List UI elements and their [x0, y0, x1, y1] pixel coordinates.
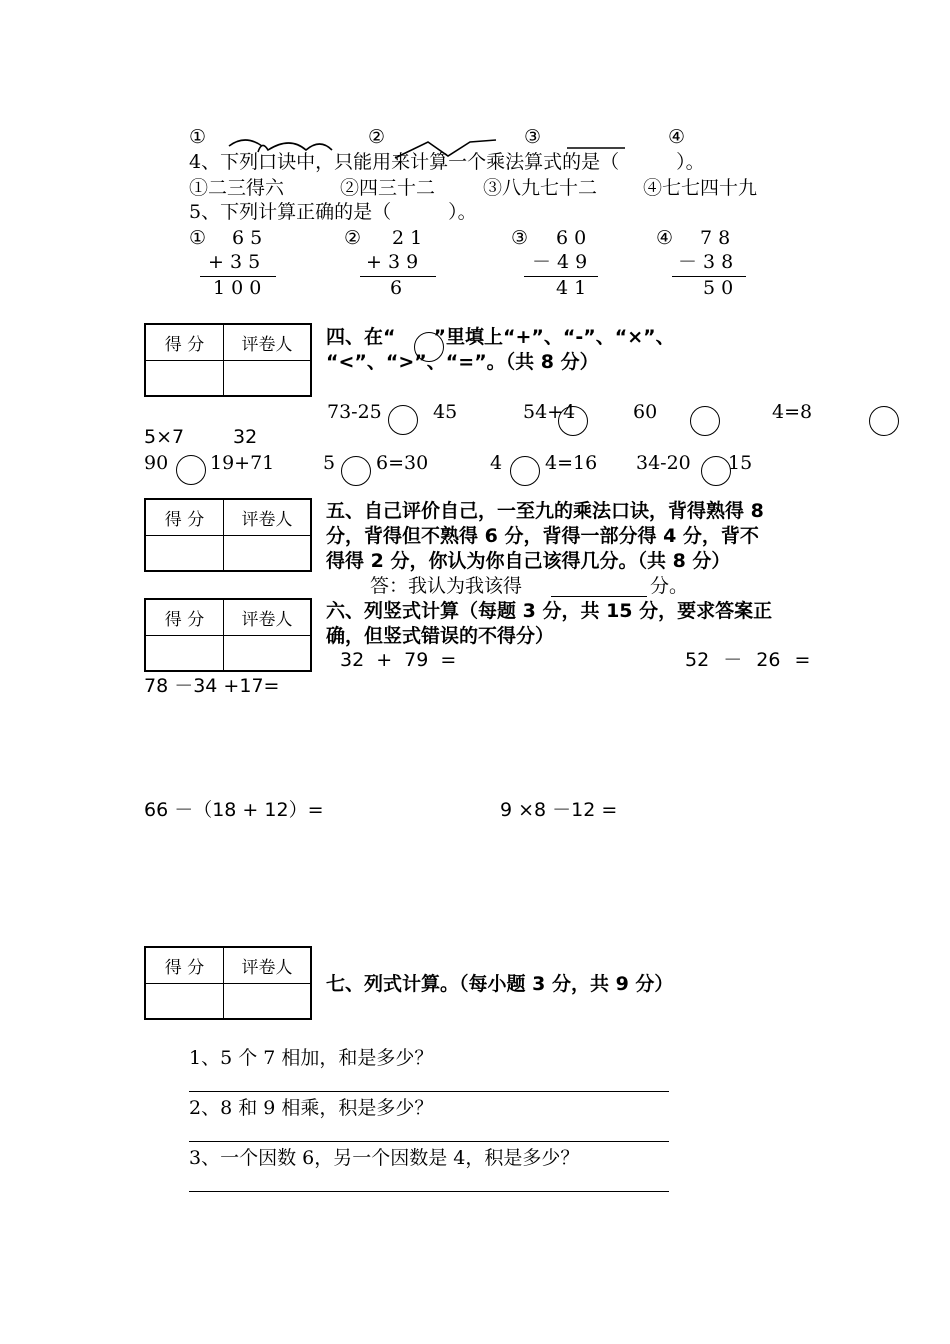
s4-expr-3e: 4	[490, 452, 503, 474]
q5-calc2-mark: ②	[344, 227, 362, 249]
q5-calc1-bottom: + 3 5	[208, 251, 261, 273]
score-cell[interactable]	[146, 984, 224, 1018]
grader-label: 评卷人	[224, 500, 310, 536]
s4-answer-circle-6[interactable]	[341, 456, 371, 486]
score-cell[interactable]	[146, 361, 224, 395]
score-cell[interactable]	[146, 636, 224, 670]
score-box-s6	[144, 598, 312, 672]
q5-calc2-top: 2 1	[392, 227, 423, 249]
score-label: 得 分	[146, 325, 224, 361]
s4-expr-3b: 19+71	[210, 452, 275, 474]
s7-question-3: 3、一个因数 6，另一个因数是 4，积是多少？	[189, 1147, 580, 1169]
q5-calc1-result: 1 0 0	[213, 277, 262, 299]
q5-calc3-result: 4 1	[556, 277, 587, 299]
q5-calc4-top: 7 8	[700, 227, 731, 249]
s7-answer-line-3[interactable]	[189, 1191, 669, 1192]
s7-answer-line-1[interactable]	[189, 1091, 669, 1092]
grader-label: 评卷人	[224, 948, 310, 984]
q5-calc3-mark: ③	[511, 227, 529, 249]
s4-expr-2a: 5×7	[144, 426, 185, 448]
s4-expr-3h: 15	[728, 452, 753, 474]
s4-expr-1c: 54+4	[523, 401, 576, 423]
s4-example-circle	[414, 332, 444, 362]
s4-answer-circle-8[interactable]	[701, 456, 731, 486]
score-box-s4	[144, 323, 312, 397]
s6-expr-1: 32 + 79 =	[340, 649, 457, 671]
s4-expr-3d: 6=30	[376, 452, 429, 474]
q5-calc4-result: 5 0	[703, 277, 734, 299]
score-cell[interactable]	[146, 536, 224, 570]
s4-expr-1b: 45	[433, 401, 458, 423]
q5-calc2-result: 6	[390, 277, 403, 299]
s4-answer-circle-7[interactable]	[510, 456, 540, 486]
s5-line2: 分，背得但不熟得 6 分，背得一部分得 4 分，背不	[326, 525, 759, 547]
s4-answer-circle-5[interactable]	[176, 455, 206, 485]
s4-expr-1d: 60	[633, 401, 658, 423]
s7-question-2: 2、8 和 9 相乘，积是多少？	[189, 1097, 434, 1119]
grader-cell[interactable]	[224, 361, 310, 395]
s6-expr-2: 52 － 26 =	[685, 649, 811, 671]
s4-expr-3a: 90	[144, 452, 169, 474]
s4-heading-line1: 四、在“ ”里填上“+”、“-”、“×”、	[326, 326, 675, 348]
s4-expr-3c: 5	[323, 452, 336, 474]
s6-expr-4: 66 －（18 + 12）=	[144, 799, 324, 821]
s4-expr-3g: 34-20	[636, 452, 691, 474]
s5-line1: 五、自己评价自己，一至九的乘法口诀，背得熟得 8	[326, 500, 764, 522]
score-label: 得 分	[146, 600, 224, 636]
s4-heading-line2: “<”、“>”、“=”。（共 8 分）	[326, 351, 599, 373]
q5-calc1-mark: ①	[189, 227, 207, 249]
q4-option-1: ①二三得六	[189, 177, 285, 199]
s4-expr-1a: 73-25	[327, 401, 382, 423]
q5-calc3-top: 6 0	[556, 227, 587, 249]
grader-label: 评卷人	[224, 325, 310, 361]
q5-stem: 5、下列计算正确的是（ ）。	[189, 201, 477, 223]
score-box-s7	[144, 946, 312, 1020]
q4-option-4: ④七七四十九	[643, 177, 758, 199]
s4-expr-1e: 4=8	[772, 401, 813, 423]
s4-answer-circle-2[interactable]	[558, 406, 588, 436]
s4-expr-3f: 4=16	[545, 452, 598, 474]
s4-answer-circle-4[interactable]	[869, 406, 899, 436]
q5-calc3-bottom: － 4 9	[532, 251, 588, 273]
q4-stem: 4、下列口诀中，只能用来计算一个乘法算式的是（ ）。	[189, 151, 705, 173]
q3-option-4: ④	[668, 126, 686, 148]
q5-calc4-bottom: － 3 8	[678, 251, 734, 273]
q4-option-2: ②四三十二	[340, 177, 436, 199]
grader-cell[interactable]	[224, 984, 310, 1018]
grader-label: 评卷人	[224, 600, 310, 636]
s7-question-1: 1、5 个 7 相加，和是多少？	[189, 1047, 434, 1069]
grader-cell[interactable]	[224, 636, 310, 670]
q3-option-3: ③	[524, 126, 542, 148]
s5-answer-suffix: 分。	[650, 575, 689, 597]
score-box-s5	[144, 498, 312, 572]
q3-option-1: ①	[189, 126, 207, 148]
q5-calc4-mark: ④	[656, 227, 674, 249]
score-label: 得 分	[146, 948, 224, 984]
s4-answer-circle-3[interactable]	[690, 406, 720, 436]
q5-calc2-bottom: + 3 9	[366, 251, 419, 273]
s7-answer-line-2[interactable]	[189, 1141, 669, 1142]
s6-expr-5: 9 ×8 －12 =	[500, 799, 618, 821]
q4-option-3: ③八九七十二	[483, 177, 598, 199]
s7-heading: 七、列式计算。（每小题 3 分，共 9 分）	[326, 973, 674, 995]
s4-expr-2b: 32	[233, 426, 258, 448]
s6-line2: 确，但竖式错误的不得分）	[326, 625, 555, 647]
q5-calc1-top: 6 5	[232, 227, 263, 249]
score-label: 得 分	[146, 500, 224, 536]
q3-option-2: ②	[368, 126, 386, 148]
s6-line1: 六、列竖式计算（每题 3 分，共 15 分，要求答案正	[326, 600, 773, 622]
s5-answer-prefix: 答：我认为我该得	[370, 575, 523, 597]
grader-cell[interactable]	[224, 536, 310, 570]
s5-answer-blank[interactable]	[551, 596, 647, 597]
s6-expr-3: 78 －34 +17=	[144, 675, 280, 697]
s5-line3: 得得 2 分，你认为你自己该得几分。（共 8 分）	[326, 550, 731, 572]
s4-answer-circle-1[interactable]	[388, 405, 418, 435]
